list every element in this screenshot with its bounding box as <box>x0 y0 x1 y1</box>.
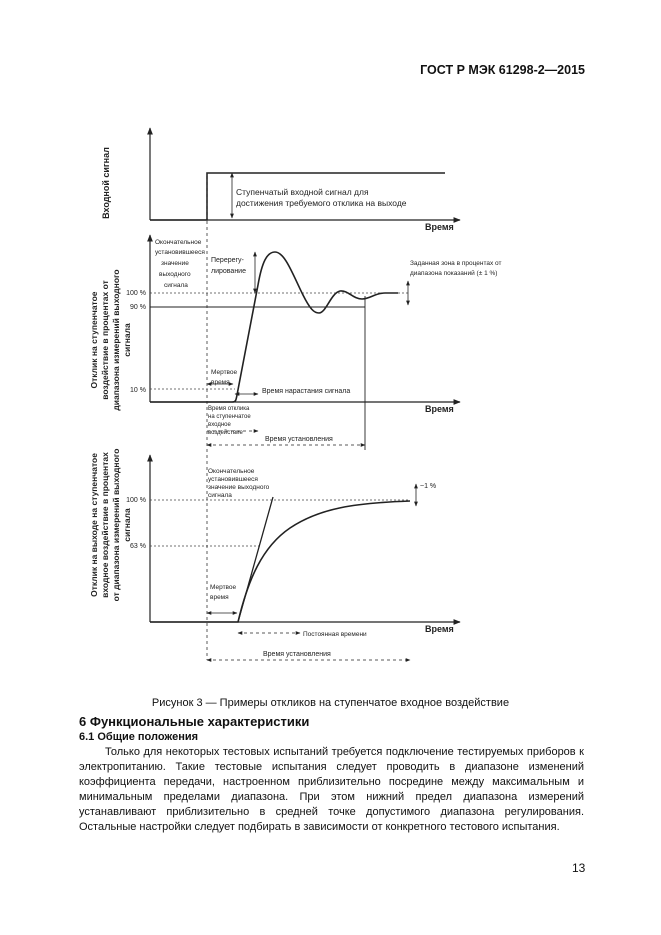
time-constant-label: Постоянная времени <box>303 631 367 638</box>
step-label-line-2: достижения требуемого отклика на выходе <box>236 198 407 208</box>
final-value-label-5: сигнала <box>164 282 188 289</box>
tick-90: 90 % <box>130 304 146 311</box>
final-value-label-4: выходного <box>159 271 191 278</box>
tick-63: 63 % <box>130 543 146 550</box>
final-value-label-1: Окончательное <box>155 239 202 246</box>
settle-time-label: Время установления <box>263 651 331 658</box>
final-value-label-2: установившееся <box>155 249 205 256</box>
rise-time-label: Время нарастания сигнала <box>262 388 351 395</box>
resp-y-label-1: Отклик на ступенчатое <box>89 291 99 389</box>
overshoot-label-1: Перерегу- <box>211 257 244 264</box>
response-time-label-3: входное <box>208 422 231 428</box>
band-label-2: диапазона показаний (± 1 %) <box>410 270 498 277</box>
input-x-label: Время <box>425 222 454 232</box>
first-order-response-chart <box>89 449 460 660</box>
dead-time-label-2: время <box>211 379 230 386</box>
out-y-label-3: от диапазона измерений выходного <box>111 448 121 602</box>
response-curve <box>150 501 410 622</box>
final-value-label-3: значение <box>161 260 189 267</box>
band-label-1: Заданная зона в процентах от <box>410 260 502 267</box>
tick-10: 10 % <box>130 387 146 394</box>
out-y-label-2: входное воздействие в процентах <box>100 452 110 598</box>
response-time-label-1: Время отклика <box>208 406 250 412</box>
band-label: ~1 % <box>420 483 437 490</box>
final-value-label-1: Окончательное <box>208 468 255 475</box>
response-time-label-4: воздействие <box>208 430 243 436</box>
page-number: 13 <box>572 861 586 875</box>
out-y-label-1: Отклик на выходе на ступенчатое <box>89 453 99 597</box>
figure-caption: Рисунок 3 — Примеры откликов на ступенчатое входное воздействие <box>151 697 510 709</box>
subsection-title: 6.1 Общие положения <box>79 731 199 743</box>
tick-100: 100 % <box>126 497 146 504</box>
final-value-label-3: значение выходного <box>208 484 270 491</box>
overshoot-label-2: лирование <box>211 268 246 275</box>
tick-100: 100 % <box>126 290 146 297</box>
final-value-label-2: установившееся <box>208 476 258 483</box>
resp-y-label-2: воздействие в процентах от <box>100 280 110 400</box>
final-value-label-4: сигнала <box>208 492 232 499</box>
section-title: 6 Функциональные характеристики <box>79 714 310 729</box>
response-time-label-2: на ступенчатое <box>208 414 251 420</box>
settle-time-label: Время установления <box>265 436 333 443</box>
dead-time-label-1: Мертвое <box>211 369 238 376</box>
step-label-line-1: Ступенчатый входной сигнал для <box>236 187 369 197</box>
dead-time-label-1: Мертвое <box>210 584 237 591</box>
out-x-label: Время <box>425 624 454 634</box>
document-code: ГОСТ Р МЭК 61298-2—2015 <box>420 63 585 77</box>
overshoot-response-chart <box>89 235 502 450</box>
input-y-label: Входной сигнал <box>101 147 111 219</box>
body-paragraph: Только для некоторых тестовых испытаний требуется подключение тестируемых приборов к электропитанию. Такие тестовые испытания следует проводить в диапазоне изменений коэффициента передачи, настроенном приблизительно посредине между максимальным и минимальным пределами диапазона. При этом нижний предел диапазона измерений устанавливают приблизительно в средней точке допустимого диапазона регулирования. Остальные настройки следует подбирать в зависимости от конкретного тестового испытания. <box>79 746 584 833</box>
resp-y-label-3: диапазона измерений выходного <box>111 269 121 411</box>
resp-x-label: Время <box>425 404 454 414</box>
tangent-line <box>238 497 273 622</box>
out-y-label-4: сигнала <box>122 508 132 542</box>
dead-time-label-2: время <box>210 594 229 601</box>
resp-y-label-4: сигнала <box>122 323 132 357</box>
